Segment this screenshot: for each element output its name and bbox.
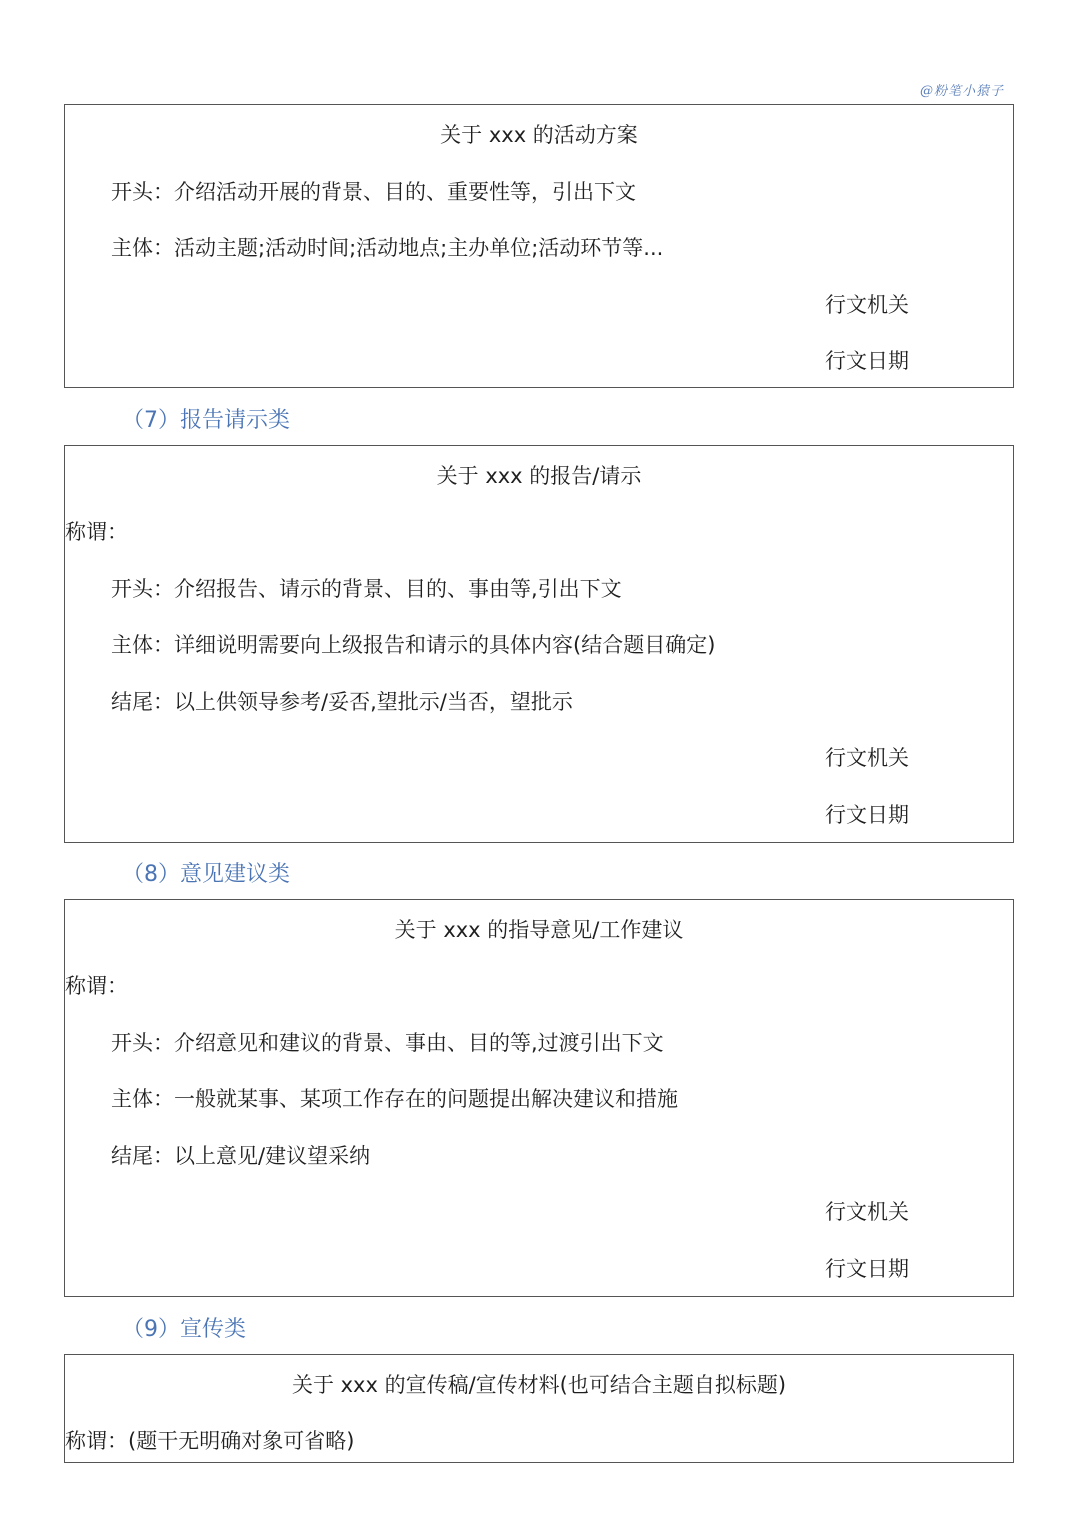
template-box-publicity	[64, 1354, 1014, 1463]
opening-line: 开头：介绍报告、请示的背景、目的、事由等,引出下文	[111, 577, 622, 601]
template-box-report-request	[64, 445, 1014, 843]
date-line: 行文日期	[825, 1257, 909, 1281]
issuer-line: 行文机关	[825, 1200, 909, 1224]
section-heading-9: （9）宣传类	[122, 1317, 246, 1342]
issuer-line: 行文机关	[825, 746, 909, 770]
ending-line: 结尾：以上供领导参考/妥否,望批示/当否，望批示	[111, 690, 573, 714]
opening-line: 开头：介绍活动开展的背景、目的、重要性等，引出下文	[111, 180, 636, 204]
date-line: 行文日期	[825, 803, 909, 827]
section-heading-8: （8）意见建议类	[122, 862, 290, 887]
ending-line: 结尾：以上意见/建议望采纳	[111, 1144, 371, 1168]
body-line: 主体：活动主题;活动时间;活动地点;主办单位;活动环节等...	[111, 236, 664, 260]
box-title: 关于 xxx 的指导意见/工作建议	[394, 918, 684, 942]
salutation-line: 称谓：	[65, 974, 128, 998]
box-title: 关于 xxx 的活动方案	[440, 123, 638, 147]
watermark: @粉笔小猿子	[920, 84, 1005, 99]
template-box-opinion-suggestion	[64, 899, 1014, 1297]
opening-line: 开头：介绍意见和建议的背景、事由、目的等,过渡引出下文	[111, 1031, 664, 1055]
date-line: 行文日期	[825, 349, 909, 373]
box-title: 关于 xxx 的宣传稿/宣传材料(也可结合主题自拟标题)	[291, 1373, 787, 1397]
template-box-activity-plan	[64, 104, 1014, 388]
salutation-line: 称谓：	[65, 520, 128, 544]
section-heading-7: （7）报告请示类	[122, 408, 290, 433]
body-line: 主体：详细说明需要向上级报告和请示的具体内容(结合题目确定)	[111, 633, 716, 657]
salutation-line: 称谓：(题干无明确对象可省略)	[65, 1429, 355, 1453]
box-title: 关于 xxx 的报告/请示	[436, 464, 642, 488]
body-line: 主体：一般就某事、某项工作存在的问题提出解决建议和措施	[111, 1087, 678, 1111]
issuer-line: 行文机关	[825, 293, 909, 317]
